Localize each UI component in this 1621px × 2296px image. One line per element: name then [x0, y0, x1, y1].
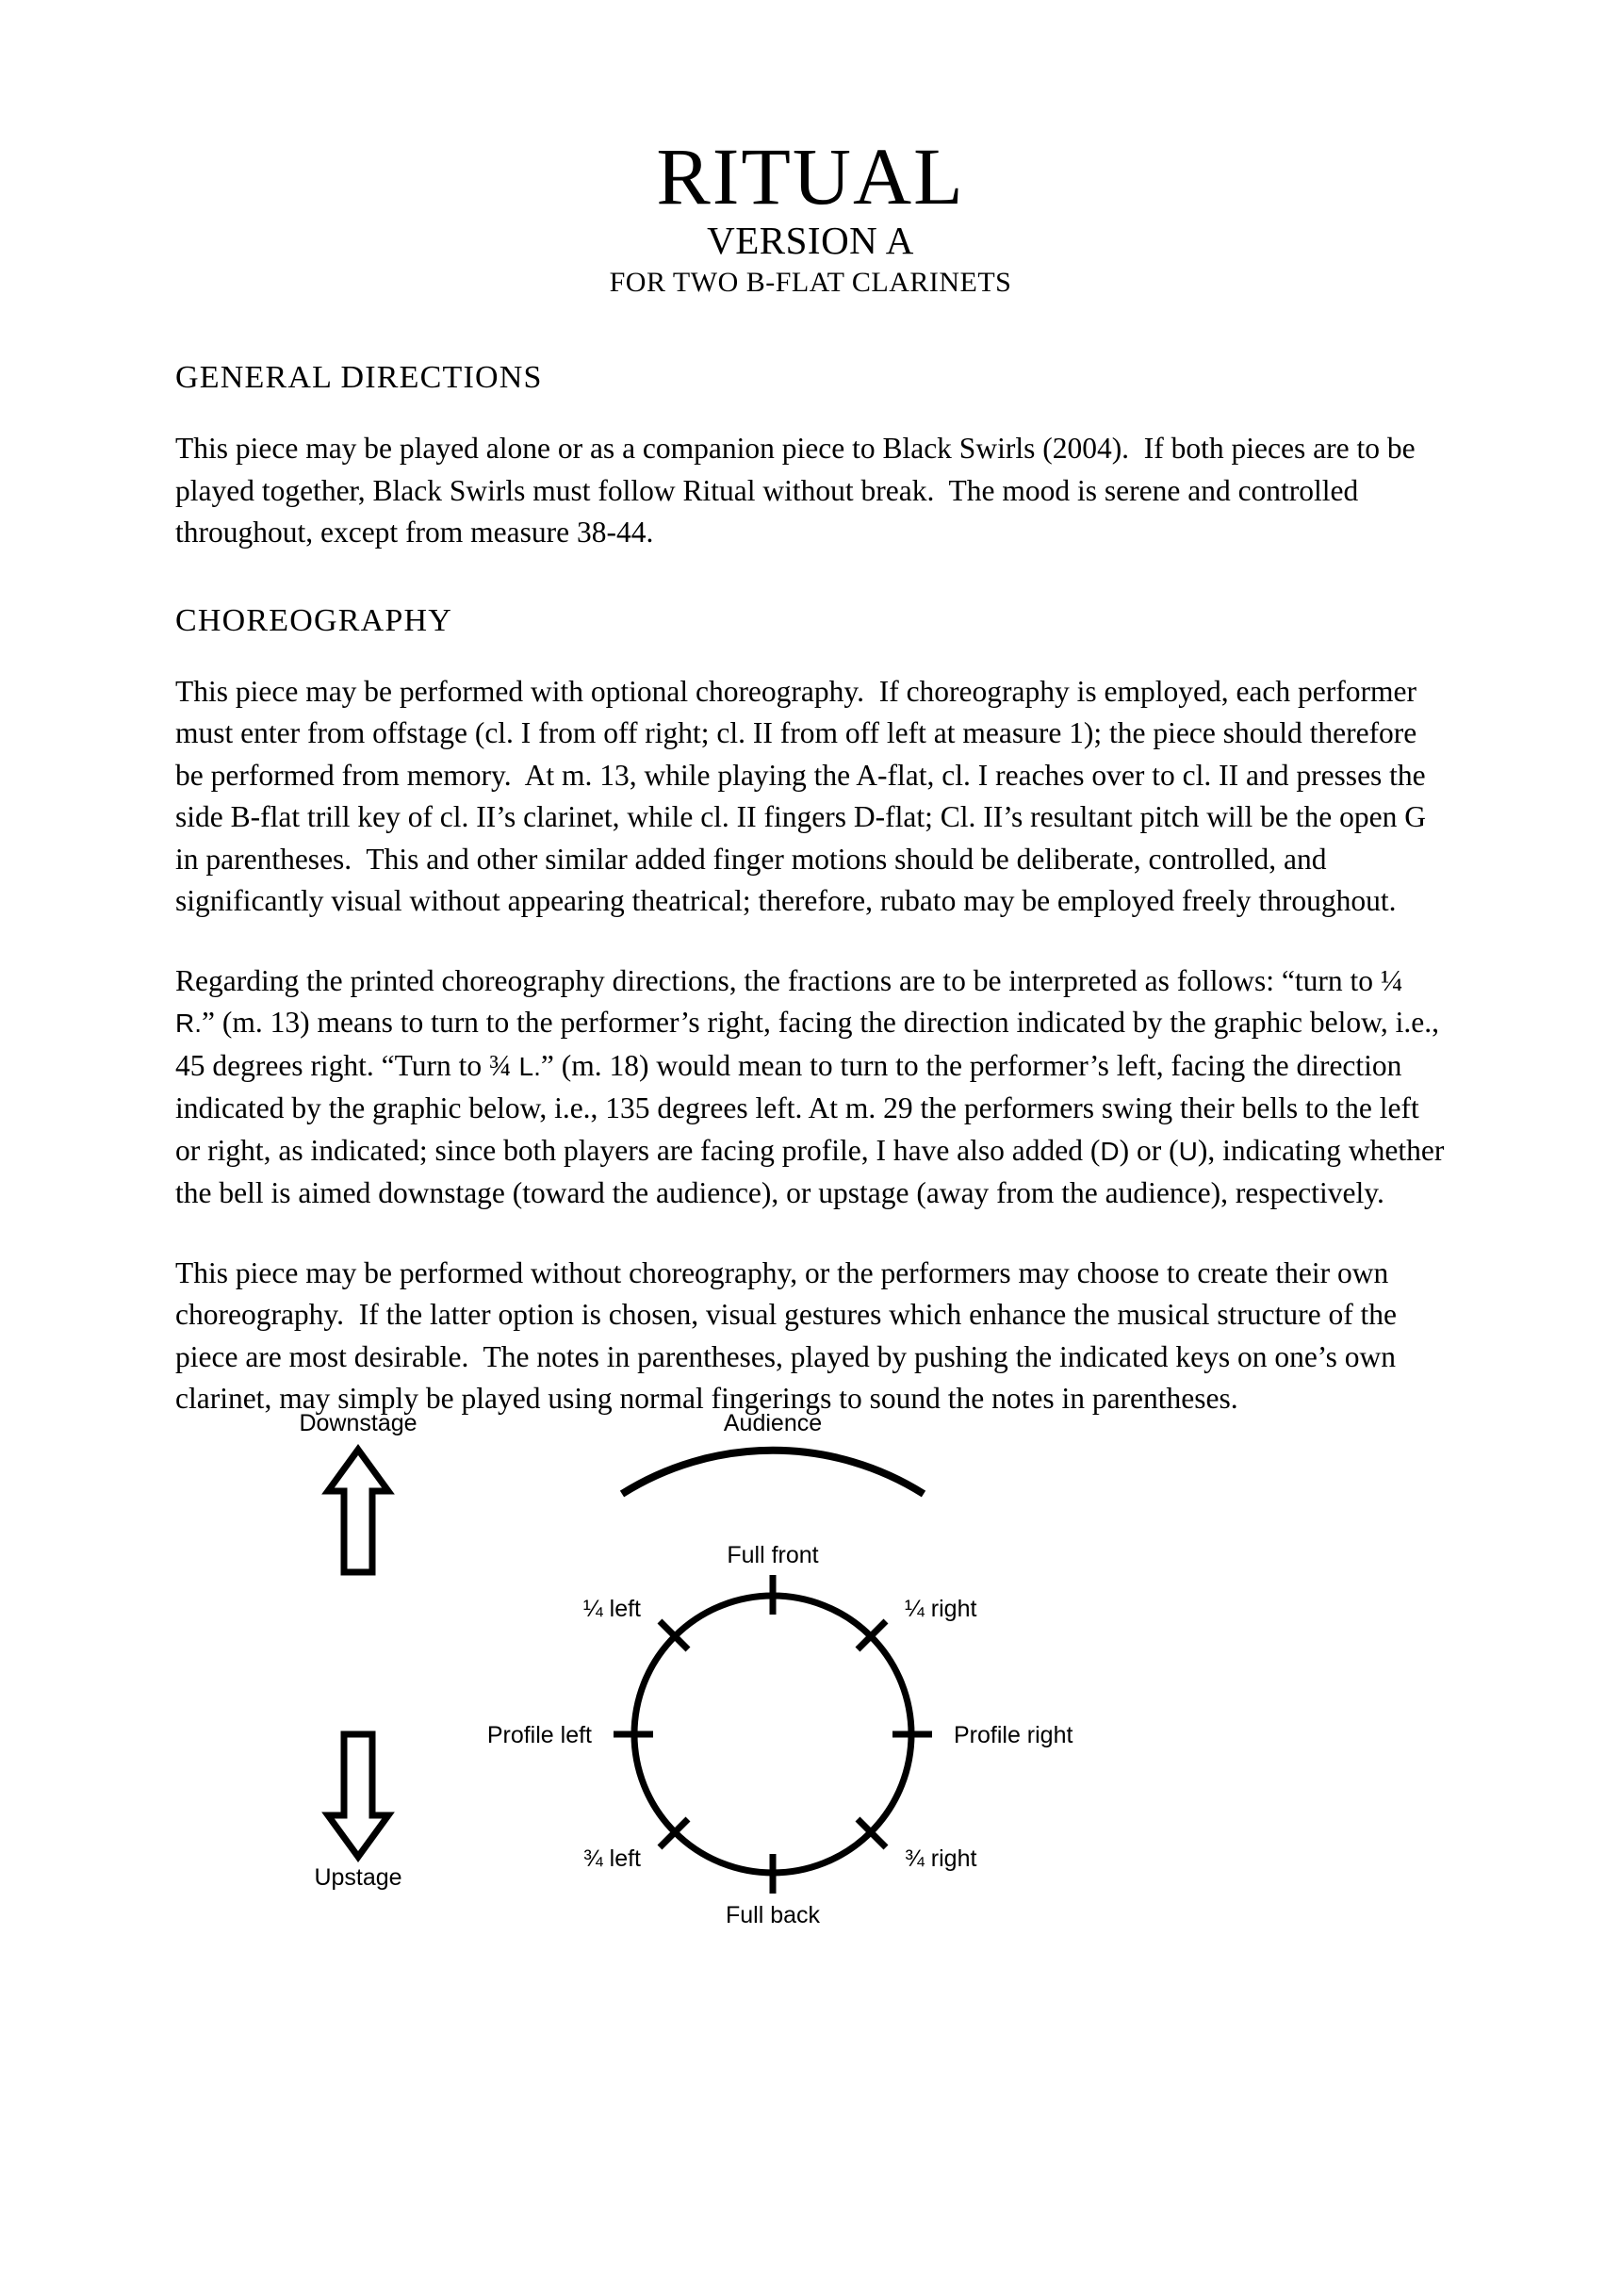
label-three-quarter-left: ¾ left: [582, 1845, 641, 1872]
audience-arc: [622, 1451, 924, 1494]
title-block: [0, 131, 1621, 300]
section-heading-general-directions: GENERAL DIRECTIONS: [175, 360, 543, 395]
abbreviation-right: R.: [175, 1009, 202, 1038]
label-three-quarter-right: ¾ right: [905, 1845, 977, 1872]
fraction-text-part-1: Regarding the printed choreography directions, the fractions are to be interpreted as follows: “turn to ¼: [175, 963, 1411, 997]
section-heading-choreography: CHOREOGRAPHY: [175, 602, 452, 638]
body-column: [175, 360, 1452, 1458]
abbreviation-downstage: D: [1100, 1136, 1120, 1166]
label-full-front: Full front: [727, 1542, 819, 1568]
document-instrumentation: FOR TWO B-FLAT CLARINETS: [609, 267, 1012, 299]
label-profile-left: Profile left: [486, 1722, 592, 1748]
abbreviation-left: L.: [518, 1051, 541, 1081]
downstage-label: Downstage: [299, 1414, 418, 1436]
label-quarter-left: ¼ left: [582, 1596, 641, 1622]
label-full-back: Full back: [725, 1902, 821, 1928]
paragraph-without-choreography: This piece may be performed without choreography, or the performers may choose to create their own choreography. If the latter option is chosen, visual gestures which enhance the musical structure of the piece are most desirable. The notes in parentheses, played by pushing the indicated keys on one’s own clarinet, may simply be played using normal fingerings to sound the notes in parentheses.: [175, 1255, 1404, 1415]
audience-label: Audience: [723, 1414, 823, 1436]
abbreviation-upstage: U: [1178, 1136, 1198, 1166]
paragraph-choreography-intro: This piece may be performed with optional choreography. If choreography is employed, each performer must enter from offstage (cl. I from off right; cl. II from off left at measure 1); the piece should therefore be performed from memory. At m. 13, while playing the A-flat, cl. I reaches over to cl. II and presses the side B-flat trill key of cl. II’s clarinet, while cl. II fingers D-flat; Cl. II’s resultant pitch will be the open G in parentheses. This and other similar added finger motions should be deliberate, controlled, and significantly visual without appearing theatrical; therefore, rubato may be employed freely throughout.: [175, 674, 1433, 917]
downstage-arrow-icon: [328, 1450, 388, 1572]
upstage-label: Upstage: [314, 1864, 402, 1891]
document-subtitle: VERSION A: [707, 219, 914, 263]
label-quarter-right: ¼ right: [905, 1596, 977, 1622]
label-profile-right: Profile right: [954, 1722, 1073, 1748]
upstage-arrow-icon: [328, 1734, 388, 1857]
paragraph-general-directions: This piece may be played alone or as a companion piece to Black Swirls (2004). If both pieces are to be played together, Black Swirls must follow Ritual without break. The mood is serene and controlled throughout, except from measure 38-44.: [175, 432, 1423, 549]
stage-orientation-diagram: [283, 1414, 1131, 1960]
fraction-text-part-4: ) or (: [1119, 1133, 1179, 1167]
document-title: RITUAL: [656, 131, 965, 221]
paragraph-fraction-directions: [175, 960, 1452, 1215]
fraction-text-part-2: ” (m. 13) means to turn to the performer’s right, facing the direction indicated by the graphic below, i.e., 45 degrees right. “Turn to ¾: [175, 1006, 1447, 1082]
fraction-text-part-3: ” (m. 18) would mean to turn to the performer’s left, facing the direction indicated by the graphic below, i.e., 135 degrees left. At m. 29 the performers swing their bells to the left or right, as indicated; since both players are facing profile, I have also added (: [175, 1048, 1427, 1167]
fraction-text-part-5: ), indicating whether the bell is aimed downstage (toward the audience), or upstage (away from the audience), respectively.: [175, 1133, 1452, 1209]
